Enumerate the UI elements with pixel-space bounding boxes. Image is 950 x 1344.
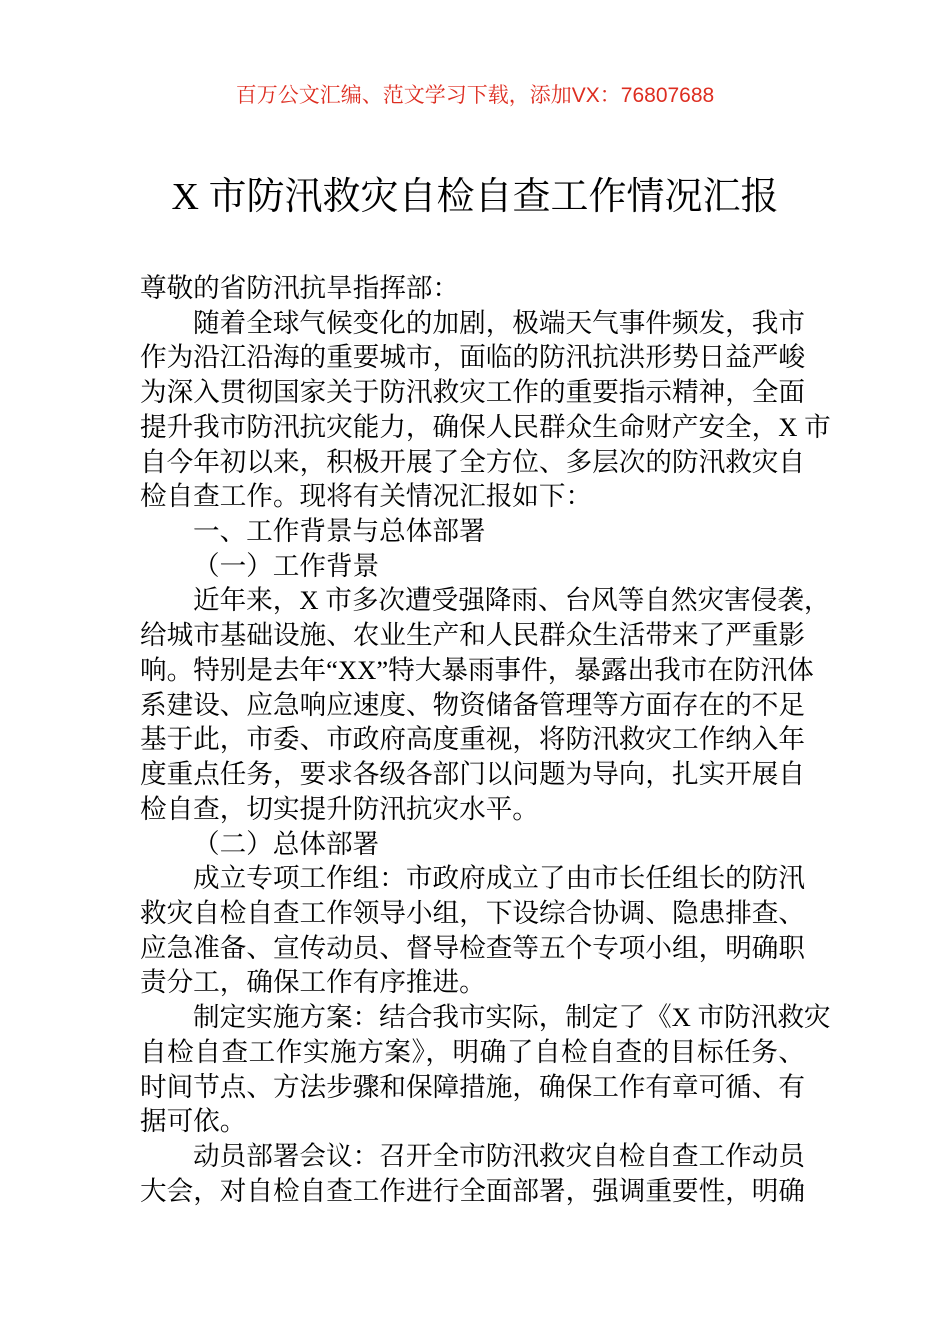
text-line: 作为沿江沿海的重要城市，面临的防汛抗洪形势日益严峻 xyxy=(140,342,805,373)
text-line: 责分工，确保工作有序推进。 xyxy=(140,967,486,998)
document-title: X 市防汛救灾自检自查工作情况汇报 xyxy=(171,176,779,218)
text-line: 提升我市防汛抗灾能力，确保人民群众生命财产安全，X 市 xyxy=(140,411,831,442)
text-line: 给城市基础设施、农业生产和人民群众生活带来了严重影 xyxy=(140,620,805,651)
text-line: 救灾自检自查工作领导小组，下设综合协调、隐患排查、 xyxy=(140,897,805,928)
text-line: 制定实施方案：结合我市实际，制定了《X 市防汛救灾 xyxy=(193,1002,831,1033)
promo-banner: 百万公文汇编、范文学习下载，添加VX：76807688 xyxy=(235,84,715,107)
text-line: 应急准备、宣传动员、督导检查等五个专项小组，明确职 xyxy=(140,932,805,963)
text-line: 尊敬的省防汛抗旱指挥部： xyxy=(140,273,460,303)
text-line: 随着全球气候变化的加剧，极端天气事件频发，我市 xyxy=(193,307,805,338)
text-line: 成立专项工作组：市政府成立了由市长任组长的防汛 xyxy=(193,863,805,894)
text-line: 据可依。 xyxy=(140,1106,247,1137)
text-line: 一、工作背景与总体部署 xyxy=(193,516,486,547)
text-line: 检自查工作。现将有关情况汇报如下： xyxy=(140,481,593,512)
text-line: 度重点任务，要求各级各部门以问题为导向，扎实开展自 xyxy=(140,759,805,790)
text-line: 基于此，市委、市政府高度重视，将防汛救灾工作纳入年 xyxy=(140,724,805,755)
text-line: 自检自查工作实施方案》，明确了自检自查的目标任务、 xyxy=(140,1036,805,1067)
text-line: （一）工作背景 xyxy=(193,550,380,581)
text-line: 时间节点、方法步骤和保障措施，确保工作有章可循、有 xyxy=(140,1071,805,1102)
text-line: 自今年初以来，积极开展了全方位、多层次的防汛救灾自 xyxy=(140,446,805,477)
text-line: （二）总体部署 xyxy=(193,828,380,859)
document-body xyxy=(140,271,831,1208)
text-line: 大会，对自检自查工作进行全面部署，强调重要性，明确 xyxy=(140,1175,805,1206)
text-line: 动员部署会议：召开全市防汛救灾自检自查工作动员 xyxy=(193,1140,805,1171)
text-line: 检自查，切实提升防汛抗灾水平。 xyxy=(140,793,539,824)
text-line: 响。特别是去年“XX”特大暴雨事件，暴露出我市在防汛体 xyxy=(140,654,814,685)
text-line: 为深入贯彻国家关于防汛救灾工作的重要指示精神，全面 xyxy=(140,377,805,408)
text-line: 系建设、应急响应速度、物资储备管理等方面存在的不足 xyxy=(140,689,805,720)
text-line: 近年来，X 市多次遭受强降雨、台风等自然灾害侵袭， xyxy=(193,585,831,616)
